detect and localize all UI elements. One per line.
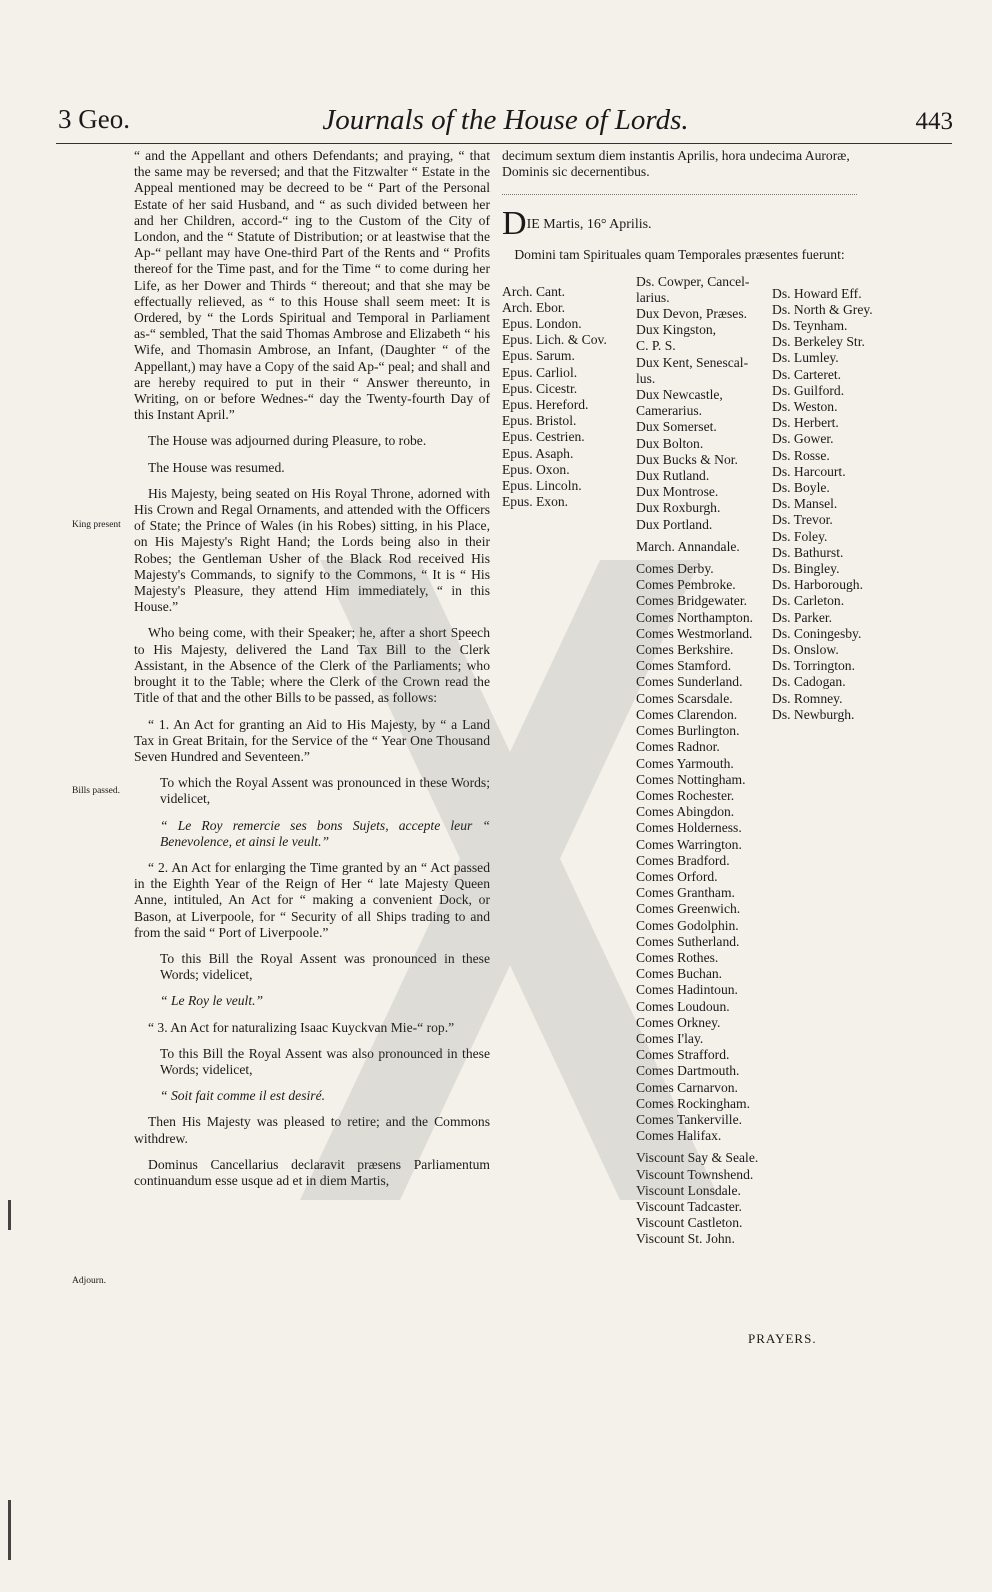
bill-2-assent-words: “ Le Roy le veult.” — [160, 993, 264, 1009]
margin-note-adjourn: Adjourn. — [72, 1276, 107, 1286]
baron-entry: Ds. Howard Eff. — [772, 285, 862, 301]
running-header — [58, 104, 953, 144]
baron-entry: Ds. Weston. — [772, 399, 838, 415]
viscounts-list — [636, 1150, 776, 1247]
right-column — [502, 148, 873, 1247]
earl-entry: Comes Radnor. — [636, 739, 720, 755]
spiritual-lord-entry: Epus. London. — [502, 316, 582, 332]
baron-entry: Ds. Teynham. — [772, 318, 848, 334]
earl-entry: Comes Stamford. — [636, 658, 732, 674]
barons-list — [772, 286, 892, 723]
baron-entry: Ds. Mansel. — [772, 496, 838, 512]
duke-entry: Dux Somerset. — [636, 419, 717, 435]
earl-entry: Comes Loudoun. — [636, 998, 730, 1014]
duke-entry: Dux Kent, Senescal- — [636, 354, 749, 370]
page-number: 443 — [915, 108, 953, 135]
baron-entry: Ds. Newburgh. — [772, 706, 855, 722]
duke-entry: Dux Bucks & Nor. — [636, 451, 738, 467]
spiritual-lord-entry: Epus. Hereford. — [502, 397, 589, 413]
duke-entry: Ds. Cowper, Cancel- — [636, 273, 750, 289]
viscount-entry: Viscount Tadcaster. — [636, 1198, 742, 1214]
baron-entry: Ds. Guilford. — [772, 382, 845, 398]
drop-cap: D — [502, 205, 527, 243]
earl-entry: Comes Clarendon. — [636, 706, 738, 722]
spiritual-lord-entry: Epus. Bristol. — [502, 413, 577, 429]
baron-entry: Ds. Boyle. — [772, 480, 830, 496]
spiritual-lords-list — [502, 284, 632, 511]
bill-3-assent-words: “ Soit fait comme il est desiré. — [160, 1088, 325, 1104]
catchword: PRAYERS. — [748, 1331, 817, 1346]
baron-entry: Ds. Parker. — [772, 609, 833, 625]
margin-note-bills-passed: Bills passed. — [72, 786, 121, 796]
baron-entry: Ds. Foley. — [772, 528, 828, 544]
duke-entry: C. P. S. — [636, 338, 676, 354]
adjourned-to-robe: The House was adjourned during Pleasure, to robe. — [148, 433, 427, 449]
baron-entry: Ds. Rosse. — [772, 447, 830, 463]
spiritual-lord-entry: Arch. Ebor. — [502, 299, 566, 315]
bill-1-assent-words: “ Le Roy remercie ses bons Sujets, accepte leur “ Benevolence, et ainsi le veult.” — [160, 817, 490, 849]
earl-entry: Comes Pembroke. — [636, 577, 736, 593]
duke-entry: Dux Montrose. — [636, 484, 719, 500]
baron-entry: Ds. Herbert. — [772, 415, 839, 431]
baron-entry: Ds. Berkeley Str. — [772, 334, 865, 350]
spiritual-lord-entry: Arch. Cant. — [502, 283, 566, 299]
regnal-year: 3 Geo. — [58, 104, 130, 134]
earl-entry: Comes Carnarvon. — [636, 1079, 738, 1095]
earl-entry: Comes Westmorland. — [636, 625, 753, 641]
earl-entry: Comes Berkshire. — [636, 642, 734, 658]
temporal-lords-list — [636, 274, 776, 1248]
duke-entry: Dux Kingston, — [636, 322, 717, 338]
day-heading — [502, 205, 857, 243]
adjournment-continuation: decimum sextum diem instantis Aprilis, hora undecima Auroræ, Dominis sic decernentibus. — [502, 148, 850, 180]
margin-scan-mark — [8, 1500, 11, 1560]
earl-entry: Comes Halifax. — [636, 1128, 722, 1144]
baron-entry: Ds. Lumley. — [772, 350, 839, 366]
baron-entry: Ds. Trevor. — [772, 512, 833, 528]
earl-entry: Comes I'lay. — [636, 1030, 704, 1046]
baron-entry: Ds. Carleton. — [772, 593, 845, 609]
earl-entry: Comes Rothes. — [636, 949, 719, 965]
earl-entry: Comes Warrington. — [636, 836, 742, 852]
day-heading-text: IE Martis, 16° Aprilis. — [526, 217, 652, 233]
bill-3-assent-intro: To this Bill the Royal Assent was also pronounced in these Words; videlicet, — [160, 1045, 490, 1077]
duke-entry: larius. — [636, 289, 670, 305]
adjournment-latin: Dominus Cancellarius declaravit præsens Parliamentum continuandum esse usque ad et in diem Martis, — [134, 1156, 490, 1188]
earl-entry: Comes Yarmouth. — [636, 755, 734, 771]
earl-entry: Comes Buchan. — [636, 966, 723, 982]
earl-entry: Comes Sutherland. — [636, 933, 740, 949]
viscount-entry: Viscount Townshend. — [636, 1166, 754, 1182]
earls-list — [636, 561, 776, 1144]
earl-entry: Comes Bridgewater. — [636, 593, 747, 609]
earl-entry: Comes Orkney. — [636, 1014, 721, 1030]
baron-entry: Ds. North & Grey. — [772, 301, 873, 317]
duke-entry: Dux Newcastle, — [636, 387, 723, 403]
spiritual-lord-entry: Epus. Asaph. — [502, 445, 574, 461]
baron-entry: Ds. Bingley. — [772, 561, 840, 577]
marquesses-list — [636, 539, 776, 555]
earl-entry: Comes Dartmouth. — [636, 1063, 740, 1079]
king-present-paragraph: His Majesty, being seated on His Royal Throne, adorned with His Crown and Regal Ornaments, and attended with the Officers of State; the Prince of Wales (in his Robes) sitting, in his Place, on His Majesty's Right Hand; the Lords being also in their Robes; the Gentleman Usher of the Black Rod received His Majesty's Commands, to signify to the Commons, “ It is “ His Majesty's Pleasure, they attend Him immediately, “ in this House.” — [134, 485, 490, 615]
duke-entry: Dux Portland. — [636, 516, 713, 532]
viscount-entry: Viscount Say & Seale. — [636, 1150, 759, 1166]
spiritual-lord-entry: Epus. Oxon. — [502, 461, 570, 477]
commons-come-paragraph: Who being come, with their Speaker; he, after a short Speech to His Majesty, delivered the Land Tax Bill to the Clerk Assistant, in the Absence of the Clerk of the Parliaments; who brought it to the Table; where the Clerk of the Crown read the Title of that and the other Bills to be passed, as follows: — [134, 625, 490, 706]
earl-entry: Comes Tankerville. — [636, 1111, 743, 1127]
earl-entry: Comes Sunderland. — [636, 674, 743, 690]
left-column — [134, 148, 490, 1199]
spiritual-lord-entry: Epus. Lincoln. — [502, 478, 582, 494]
duke-entry: lus. — [636, 370, 656, 386]
earl-entry: Comes Orford. — [636, 868, 718, 884]
duke-entry: Dux Rutland. — [636, 468, 710, 484]
duke-entry: Dux Bolton. — [636, 435, 704, 451]
baron-entry: Ds. Torrington. — [772, 658, 856, 674]
margin-scan-mark — [8, 1200, 11, 1230]
lords-present-heading: Domini tam Spirituales quam Temporales præsentes fuerunt: — [514, 247, 845, 263]
spiritual-lord-entry: Epus. Exon. — [502, 494, 569, 510]
baron-entry: Ds. Harcourt. — [772, 463, 846, 479]
earl-entry: Comes Holderness. — [636, 820, 742, 836]
bill-1-assent-intro: To which the Royal Assent was pronounced in these Words; videlicet, — [160, 775, 490, 807]
baron-entry: Ds. Carteret. — [772, 366, 842, 382]
spiritual-lord-entry: Epus. Sarum. — [502, 348, 575, 364]
spiritual-lord-entry: Epus. Lich. & Cov. — [502, 332, 607, 348]
viscount-entry: Viscount Castleton. — [636, 1215, 743, 1231]
spiritual-lord-entry: Epus. Cestrien. — [502, 429, 585, 445]
earl-entry: Comes Godolphin. — [636, 917, 739, 933]
lords-present-lists — [502, 273, 873, 1247]
baron-entry: Ds. Coningesby. — [772, 625, 862, 641]
bill-2-assent-intro: To this Bill the Royal Assent was pronounced in these Words; videlicet, — [160, 950, 490, 983]
appeal-order-paragraph: “ and the Appellant and others Defendants; and praying, “ that the same may be reversed; and that the Fitzwalter “ Estate in the Appeal mentioned may be decreed to be “ Part of the Personal Estate of her said Husband, and “ as such divided between her and her Children, accord-“ ing to the Custom of the City of London, and the “ Statute of Distribution; or at leastwise that the Ap-“ pellant may have One-third Part of the Rents and “ Profits thereof for the Time past, and for the Time “ to come during her Life, as her Dower and Thirds “ thereout; and that she may be effectually relieved, as “ to this House shall seem meet: It is Ordered, by “ the Lords Spiritual and Temporal in Parliament as-“ sembled, That the said Thomas Ambrose and Elizabeth “ his Wife, and Thomasin Ambrose, an Infant, (Daughter “ of the Appellant,) may have a Copy of the said Ap-“ peal; and shall and are hereby required to put in their “ Answer thereunto, in Writing, on or before Wednes-“ day the Twenty-fourth Day of this Instant April.” — [134, 148, 490, 423]
bill-2-title: “ 2. An Act for enlarging the Time granted by an “ Act passed in the Eighth Year of the Reign of Her “ late Majesty Queen Anne, intituled, An Act for “ making a convenient Dock, or Bason, at Liverpoole, for “ Security of all Ships trading to and from the said “ Port of Liverpoole.” — [134, 859, 490, 940]
house-resumed: The House was resumed. — [148, 459, 285, 475]
margin-note-king-present: King present — [72, 520, 121, 530]
baron-entry: Ds. Onslow. — [772, 642, 839, 658]
earl-entry: Comes Grantham. — [636, 885, 735, 901]
earl-entry: Comes Abingdon. — [636, 804, 735, 820]
earl-entry: Comes Strafford. — [636, 1047, 730, 1063]
marquess-entry: March. Annandale. — [636, 538, 740, 554]
bill-1-title: “ 1. An Act for granting an Aid to His Majesty, by “ a Land Tax in Great Britain, for the Service of the “ Year One Thousand Seven Hundred and Seventeen.” — [134, 716, 490, 764]
header-rule — [56, 143, 952, 144]
viscount-entry: Viscount St. John. — [636, 1231, 735, 1247]
baron-entry: Ds. Cadogan. — [772, 674, 846, 690]
earl-entry: Comes Northampton. — [636, 609, 754, 625]
king-retires: Then His Majesty was pleased to retire; and the Commons withdrew. — [134, 1114, 490, 1146]
duke-entry: Dux Devon, Præses. — [636, 306, 748, 322]
baron-entry: Ds. Gower. — [772, 431, 834, 447]
bill-3-title: “ 3. An Act for naturalizing Isaac Kuyckvan Mie-“ rop.” — [148, 1019, 455, 1035]
section-divider — [502, 194, 857, 195]
earl-entry: Comes Bradford. — [636, 852, 730, 868]
earl-entry: Comes Hadintoun. — [636, 982, 738, 998]
page-title: Journals of the House of Lords. — [322, 104, 689, 136]
earl-entry: Comes Derby. — [636, 561, 714, 577]
duke-entry: Camerarius. — [636, 403, 703, 419]
earl-entry: Comes Scarsdale. — [636, 690, 733, 706]
earl-entry: Comes Nottingham. — [636, 771, 746, 787]
duke-entry: Dux Roxburgh. — [636, 500, 721, 516]
baron-entry: Ds. Romney. — [772, 690, 843, 706]
spiritual-lord-entry: Epus. Cicestr. — [502, 380, 578, 396]
baron-entry: Ds. Bathurst. — [772, 544, 844, 560]
earl-entry: Comes Rochester. — [636, 787, 735, 803]
spiritual-lord-entry: Epus. Carliol. — [502, 364, 578, 380]
dukes-list — [636, 274, 776, 533]
earl-entry: Comes Rockingham. — [636, 1095, 751, 1111]
earl-entry: Comes Greenwich. — [636, 901, 741, 917]
earl-entry: Comes Burlington. — [636, 723, 740, 739]
baron-entry: Ds. Harborough. — [772, 577, 863, 593]
viscount-entry: Viscount Lonsdale. — [636, 1182, 741, 1198]
